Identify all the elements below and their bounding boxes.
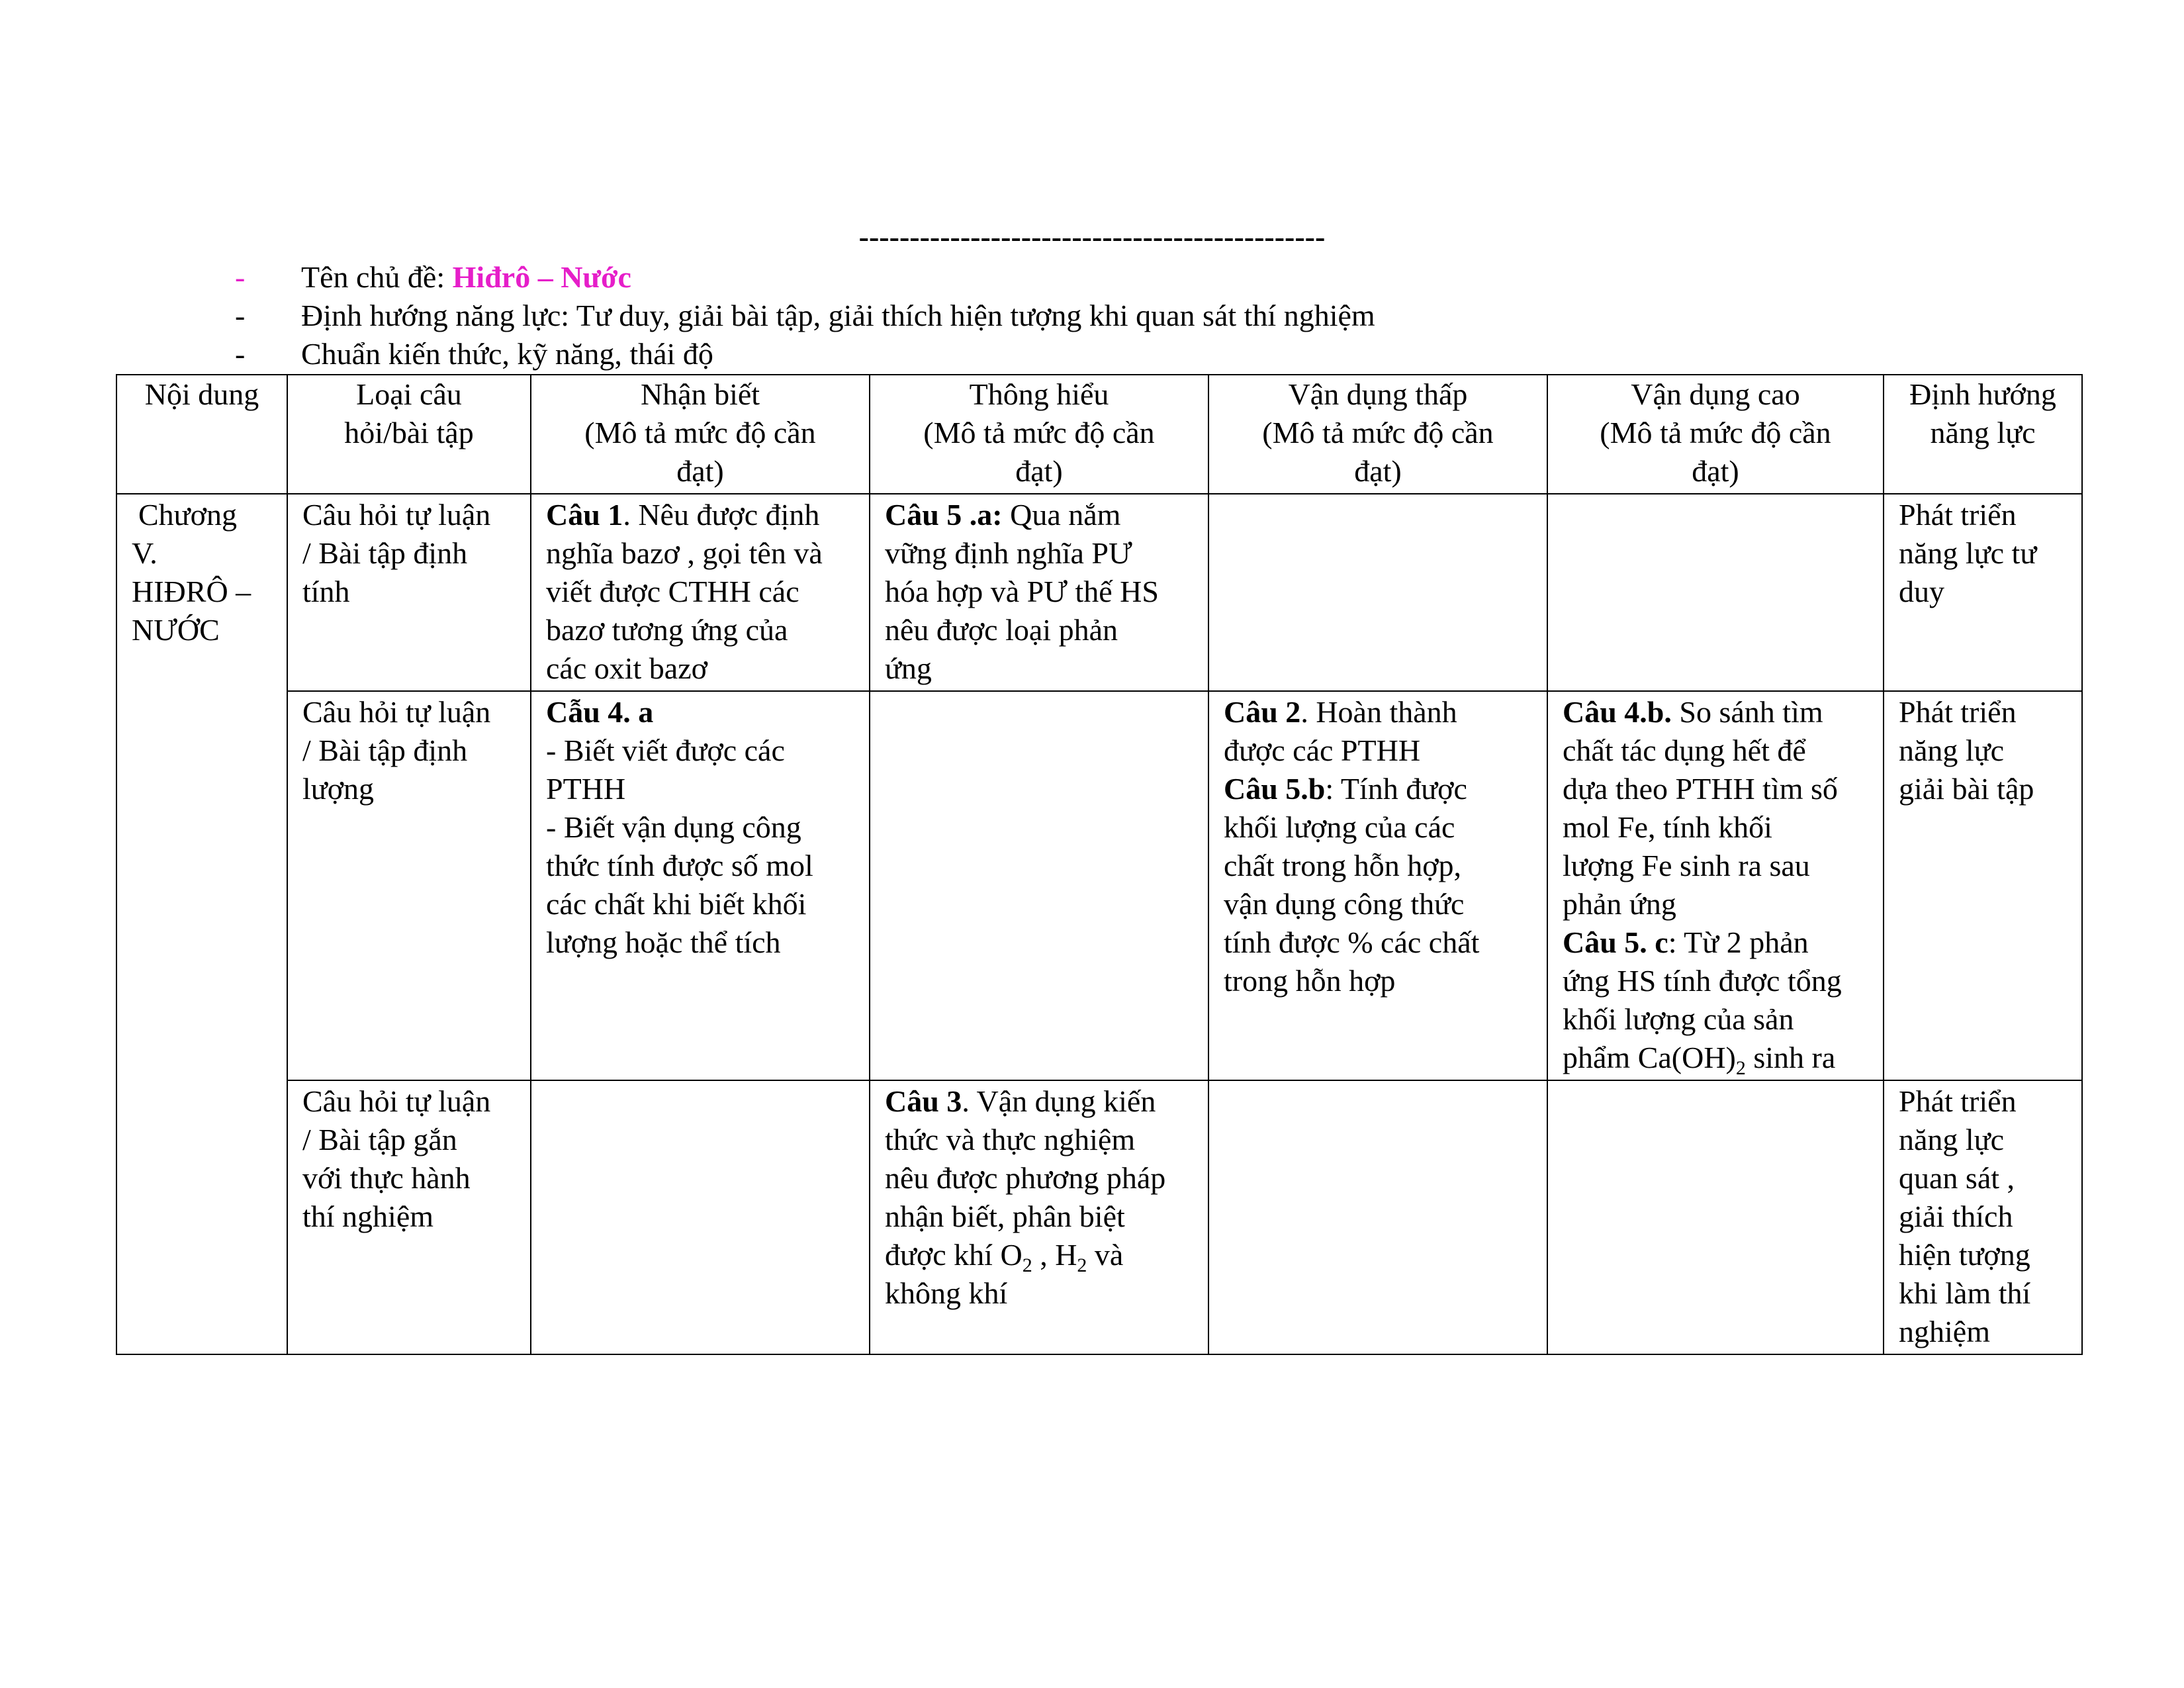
- header-high-application: Vận dụng cao (Mô tả mức độ cần đạt): [1547, 375, 1884, 494]
- header-question-type: Loại câu hỏi/bài tập: [287, 375, 531, 494]
- bullet-dash: -: [235, 299, 246, 332]
- competency-orientation-item: [235, 297, 2088, 335]
- competency-cell: Phát triển năng lực quan sát , giải thích hiện tượng khi làm thí nghiệm: [1884, 1080, 2082, 1354]
- table-row: [116, 494, 2082, 691]
- table-header-row: [116, 375, 2082, 494]
- topic-name-value: Hiđrô – Nước: [452, 260, 631, 294]
- table-row: [116, 691, 2082, 1080]
- recognition-cell: Câu 1. Nêu được định nghĩa bazơ , gọi tên và viết được CTHH các bazơ tương ứng của các oxit bazơ: [531, 494, 870, 691]
- competency-cell: Phát triển năng lực giải bài tập: [1884, 691, 2082, 1080]
- header-low-application: Vận dụng thấp (Mô tả mức độ cần đạt): [1208, 375, 1547, 494]
- low-application-cell: [1208, 1080, 1547, 1354]
- high-application-cell: Câu 4.b. So sánh tìm chất tác dụng hết để dựa theo PTHH tìm số mol Fe, tính khối lượng Fe sinh ra sau phản ứng Câu 5. c: Từ 2 phản ứng HS tính được tổng khối lượng của sản phẩm $Ca(OH)_2$ sinh ra: [1547, 691, 1884, 1080]
- bullet-dash: -: [235, 337, 246, 371]
- header-content: Nội dung: [116, 375, 287, 494]
- topic-name-item: [235, 258, 2088, 297]
- question-type-cell: Câu hỏi tự luận / Bài tập định lượng: [287, 691, 531, 1080]
- topic-info-list: [235, 258, 2088, 373]
- comprehension-cell: Câu 5 .a: Qua nắm vững định nghĩa PƯ hóa hợp và PƯ thế HS nêu được loại phản ứng: [870, 494, 1208, 691]
- knowledge-standard-item: [235, 335, 2088, 373]
- recognition-cell: Cẫu 4. a - Biết viết được các PTHH - Biết vận dụng công thức tính được số mol các chất khi biết khối lượng hoặc thể tích: [531, 691, 870, 1080]
- comprehension-cell: Câu 3. Vận dụng kiến thức và thực nghiệm nêu được phương pháp nhận biết, phân biệt được khí $O_2$ , $H_2$ và không khí: [870, 1080, 1208, 1354]
- bullet-dash: -: [235, 260, 246, 294]
- question-type-cell: Câu hỏi tự luận / Bài tập gắn với thực hành thí nghiệm: [287, 1080, 531, 1354]
- knowledge-standard-text: Chuẩn kiến thức, kỹ năng, thái độ: [301, 337, 713, 371]
- section-divider: ----------------------------------------------: [858, 220, 1326, 254]
- low-application-cell: Câu 2. Hoàn thành được các PTHH Câu 5.b: Tính được khối lượng của các chất trong hỗn hợp, vận dụng công thức tính được % các chất trong hỗn hợp: [1208, 691, 1547, 1080]
- question-type-cell: Câu hỏi tự luận / Bài tập định tính: [287, 494, 531, 691]
- competency-orientation-text: Định hướng năng lực: Tư duy, giải bài tập, giải thích hiện tượng khi quan sát thí nghiệm: [301, 299, 1375, 332]
- topic-name-label: Tên chủ đề:: [301, 260, 453, 294]
- assessment-matrix-table: [116, 374, 2083, 1355]
- table-row: [116, 1080, 2082, 1354]
- header-competency: Định hướng năng lực: [1884, 375, 2082, 494]
- low-application-cell: [1208, 494, 1547, 691]
- high-application-cell: [1547, 494, 1884, 691]
- competency-cell: Phát triển năng lực tư duy: [1884, 494, 2082, 691]
- recognition-cell: [531, 1080, 870, 1354]
- header-recognition: Nhận biết (Mô tả mức độ cần đạt): [531, 375, 870, 494]
- header-comprehension: Thông hiểu (Mô tả mức độ cần đạt): [870, 375, 1208, 494]
- comprehension-cell: [870, 691, 1208, 1080]
- chapter-cell: Chương V. HIĐRÔ – NƯỚC: [116, 494, 287, 1354]
- high-application-cell: [1547, 1080, 1884, 1354]
